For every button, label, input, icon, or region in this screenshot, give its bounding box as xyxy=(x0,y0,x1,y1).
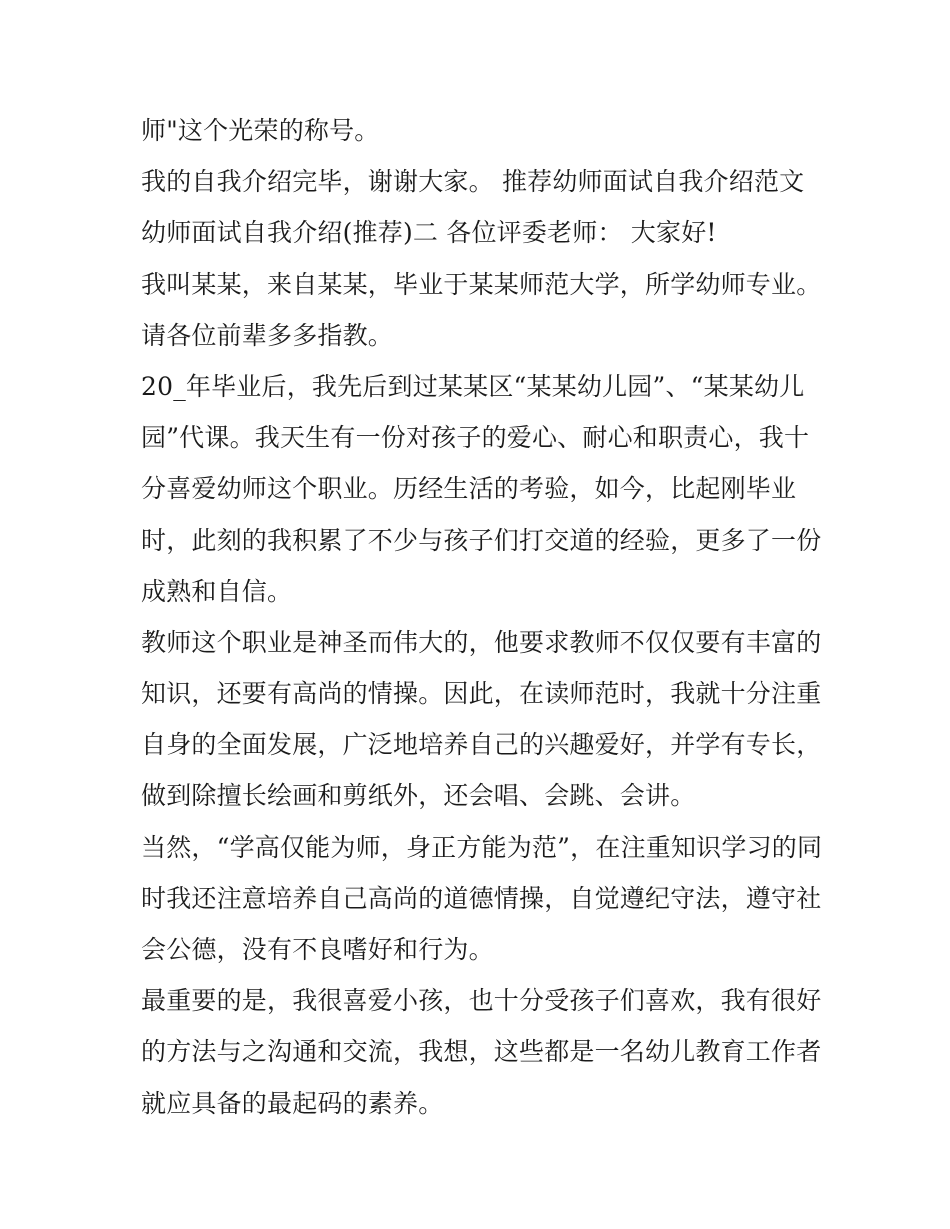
text-line: 幼师面试自我介绍(推荐)二 各位评委老师： 大家好! xyxy=(141,218,717,248)
text-line: 自身的全面发展，广泛地培养自己的兴趣爱好，并学有专长， xyxy=(141,730,822,760)
text-line: 的方法与之沟通和交流，我想，这些都是一名幼儿教育工作者 xyxy=(141,1037,822,1067)
text-line: 教师这个职业是神圣而伟大的，他要求教师不仅仅要有丰富的 xyxy=(141,627,822,657)
text-line: 我叫某某，来自某某，毕业于某某师范大学，所学幼师专业。 xyxy=(141,269,822,299)
document-body xyxy=(141,105,821,1129)
text-line: 时，此刻的我积累了不少与孩子们打交道的经验，更多了一份 xyxy=(141,525,822,555)
text-line: 做到除擅长绘画和剪纸外，还会唱、会跳、会讲。 xyxy=(141,781,696,811)
text-line: 20_年毕业后，我先后到过某某区“某某幼儿园”、“某某幼儿 xyxy=(141,371,805,401)
text-line: 当然，“学高仅能为师，身正方能为范”，在注重知识学习的同 xyxy=(141,832,823,862)
text-line: 园”代课。我天生有一份对孩子的爱心、耐心和职责心，我十 xyxy=(141,423,810,453)
text-line: 请各位前辈多多指教。 xyxy=(141,320,394,350)
text-line: 知识，还要有高尚的情操。因此，在读师范时，我就十分注重 xyxy=(141,679,822,709)
text-line: 我的自我介绍完毕，谢谢大家。 推荐幼师面试自我介绍范文 xyxy=(141,167,805,197)
text-line: 就应具备的最起码的素养。 xyxy=(141,1088,444,1118)
text-line: 最重要的是，我很喜爱小孩，也十分受孩子们喜欢，我有很好 xyxy=(141,986,822,1016)
text-line: 师"这个光荣的称号。 xyxy=(141,116,380,145)
text-line: 成熟和自信。 xyxy=(141,576,293,606)
text-line: 会公德，没有不良嗜好和行为。 xyxy=(141,935,494,964)
text-line: 时我还注意培养自己高尚的道德情操，自觉遵纪守法，遵守社 xyxy=(141,883,822,913)
text-line: 分喜爱幼师这个职业。历经生活的考验，如今，比起刚毕业 xyxy=(141,474,797,504)
